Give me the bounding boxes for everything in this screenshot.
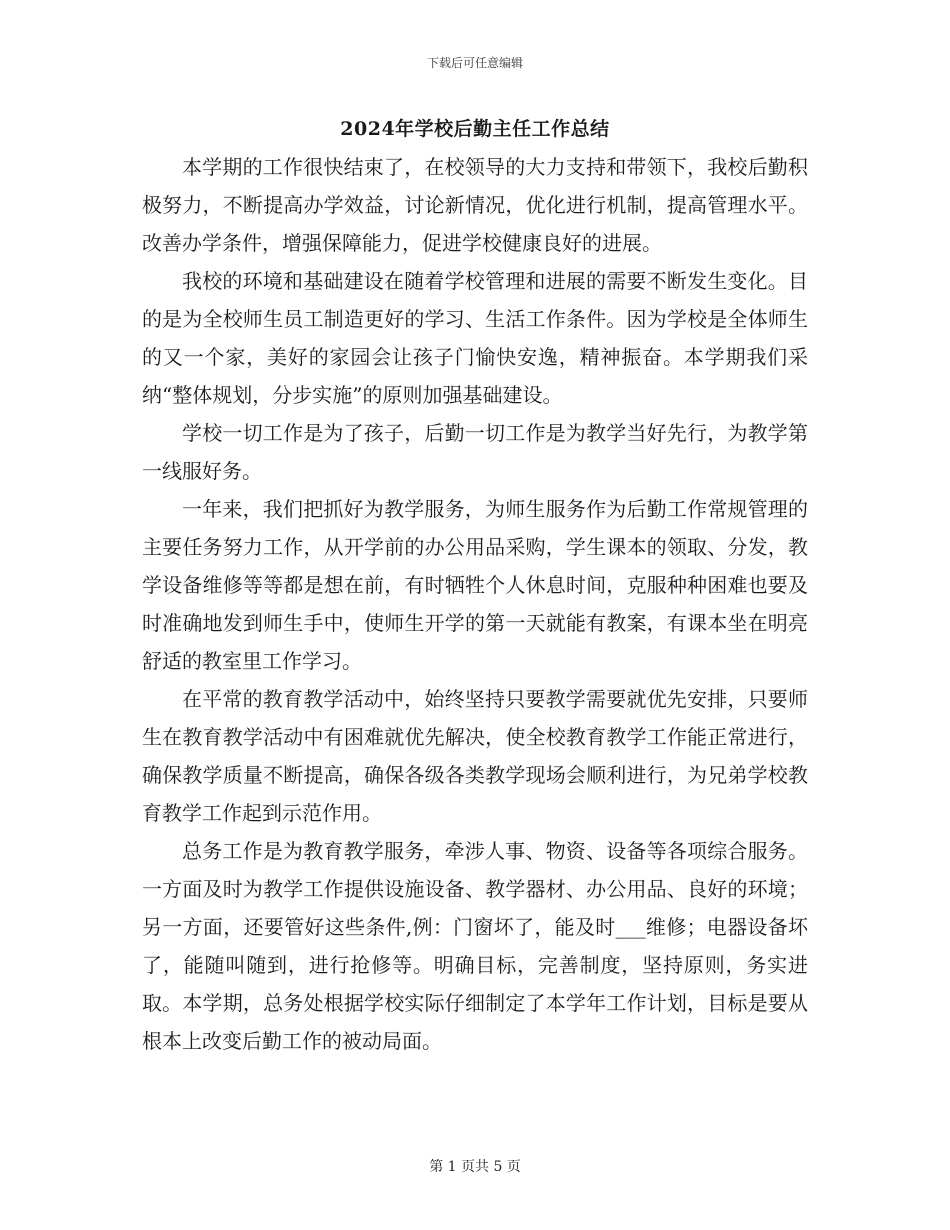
document-body [142, 148, 808, 1060]
header-note: 下载后可任意编辑 [426, 56, 523, 70]
paragraph: 我校的环境和基础建设在随着学校管理和进展的需要不断发生变化。目的是为全校师生员工制造更好的学习、生活工作条件。因为学校是全体师生的又一个家，美好的家园会让孩子门愉快安逸，精神振奋。本学期我们采纳“整体规划，分步实施”的原则加强基础建设。 [142, 269, 808, 407]
paragraph: 总务工作是为教育教学服务，牵涉人事、物资、设备等各项综合服务。一方面及时为教学工作提供设施设备、教学器材、办公用品、良好的环境；另一方面，还要管好这些条件,例：门窗坏了，能及时___维修；电器设备坏了，能随叫随到，进行抢修等。明确目标，完善制度，坚持原则，务实进取。本学期，总务处根据学校实际仔细制定了本学年工作计划，目标是要从根本上改变后勤工作的被动局面。 [142, 839, 808, 1053]
paragraph: 一年来，我们把抓好为教学服务，为师生服务作为后勤工作常规管理的主要任务努力工作，从开学前的办公用品采购，学生课本的领取、分发，教学设备维修等等都是想在前，有时牺牲个人休息时间，克服种种困难也要及时准确地发到师生手中，使师生开学的第一天就能有教案，有课本坐在明亮舒适的教室里工作学习。 [142, 497, 808, 673]
document-title: 2024年学校后勤主任工作总结 [340, 118, 610, 140]
page-footer: 第 1 页共 5 页 [429, 1159, 521, 1175]
paragraph: 学校一切工作是为了孩子，后勤一切工作是为教学当好先行，为教学第一线服好务。 [142, 421, 808, 483]
paragraph: 本学期的工作很快结束了，在校领导的大力支持和带领下，我校后勤积极努力，不断提高办学效益，讨论新情况，优化进行机制，提高管理水平。改善办学条件，增强保障能力，促进学校健康良好的进展。 [142, 155, 808, 255]
paragraph: 在平常的教育教学活动中，始终坚持只要教学需要就优先安排，只要师生在教育教学活动中有困难就优先解决，使全校教育教学工作能正常进行，确保教学质量不断提高，确保各级各类教学现场会顺利进行，为兄弟学校教育教学工作起到示范作用。 [142, 687, 808, 825]
